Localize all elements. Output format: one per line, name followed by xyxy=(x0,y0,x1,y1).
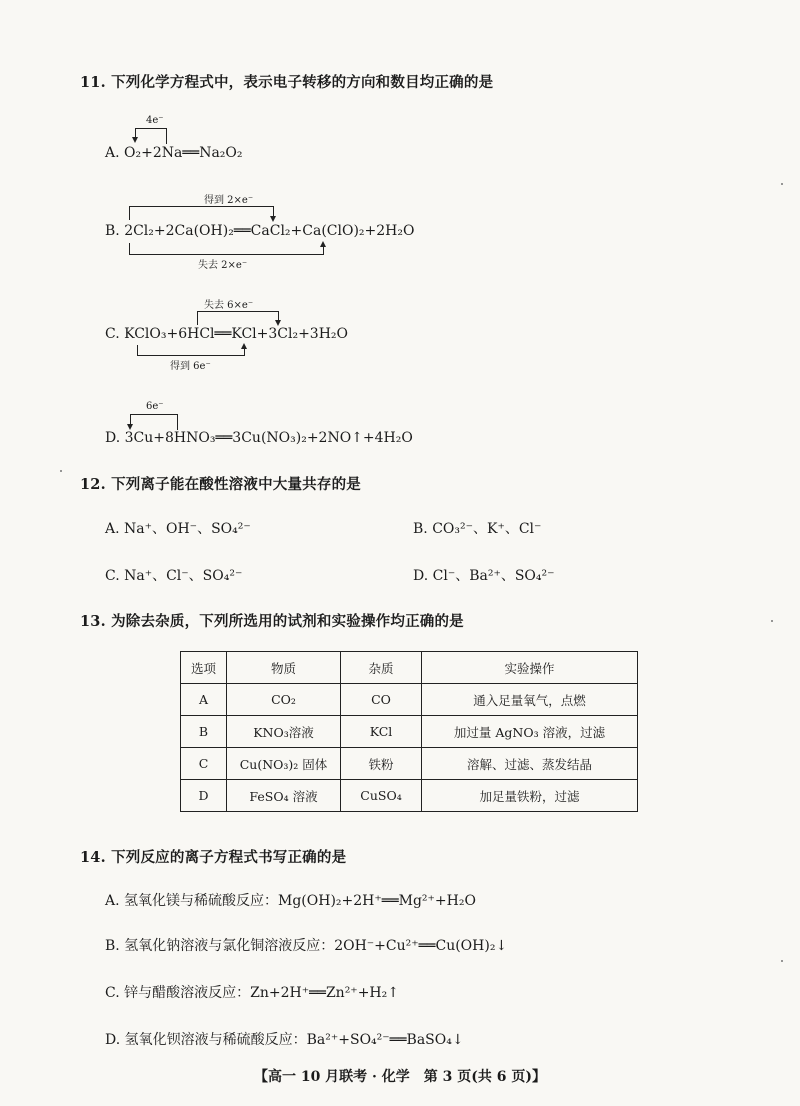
q12-option-d: D. Cl⁻、Ba²⁺、SO₄²⁻ xyxy=(413,568,555,584)
table-header-cell: 杂质 xyxy=(341,652,422,684)
table-row xyxy=(181,684,638,716)
table-header-cell: 选项 xyxy=(181,652,227,684)
table-cell: KCl xyxy=(341,716,422,748)
table-row xyxy=(181,716,638,748)
q11c-lose-label: 失去 6×e⁻ xyxy=(204,300,254,311)
q11-stem: 11. 下列化学方程式中，表示电子转移的方向和数目均正确的是 xyxy=(80,74,494,91)
q11d-equation: D. 3Cu+8HNO₃══3Cu(NO₃)₂+2NO↑+4H₂O xyxy=(105,430,413,446)
table-header-cell: 实验操作 xyxy=(422,652,638,684)
q12-option-c: C. Na⁺、Cl⁻、SO₄²⁻ xyxy=(105,568,243,584)
table-cell: 加过量 AgNO₃ 溶液，过滤 xyxy=(422,716,638,748)
table-row xyxy=(181,780,638,812)
q11d-transfer-label: 6e⁻ xyxy=(146,401,164,412)
q14-option-a: A. 氢氧化镁与稀硫酸反应：Mg(OH)₂+2H⁺══Mg²⁺+H₂O xyxy=(105,893,476,909)
q11b-gain-label: 得到 2×e⁻ xyxy=(204,195,254,206)
q14-stem: 14. 下列反应的离子方程式书写正确的是 xyxy=(80,849,347,866)
q11b-equation: B. 2Cl₂+2Ca(OH)₂══CaCl₂+Ca(ClO)₂+2H₂O xyxy=(105,223,415,239)
table-cell: 通入足量氧气，点燃 xyxy=(422,684,638,716)
table-cell: KNO₃溶液 xyxy=(227,716,341,748)
q11c-gain-label: 得到 6e⁻ xyxy=(170,361,211,372)
table-cell: 加足量铁粉，过滤 xyxy=(422,780,638,812)
table-cell: CO₂ xyxy=(227,684,341,716)
q13-table xyxy=(180,651,638,812)
table-cell: D xyxy=(181,780,227,812)
q12-option-a: A. Na⁺、OH⁻、SO₄²⁻ xyxy=(105,521,251,537)
table-cell: 溶解、过滤、蒸发结晶 xyxy=(422,748,638,780)
q14-option-b: B. 氢氧化钠溶液与氯化铜溶液反应：2OH⁻+Cu²⁺══Cu(OH)₂↓ xyxy=(105,938,508,954)
page-footer: 【高一 10 月联考 · 化学 第 3 页(共 6 页)】 xyxy=(253,1069,547,1085)
q11a-equation: A. O₂+2Na══Na₂O₂ xyxy=(105,145,243,161)
table-cell: A xyxy=(181,684,227,716)
q11c-equation: C. KClO₃+6HCl══KCl+3Cl₂+3H₂O xyxy=(105,326,349,342)
table-row xyxy=(181,748,638,780)
table-cell: 铁粉 xyxy=(341,748,422,780)
q11a-transfer-label: 4e⁻ xyxy=(146,115,164,126)
table-cell: FeSO₄ 溶液 xyxy=(227,780,341,812)
q14-option-d: D. 氢氧化钡溶液与稀硫酸反应：Ba²⁺+SO₄²⁻══BaSO₄↓ xyxy=(105,1032,464,1048)
table-cell: CO xyxy=(341,684,422,716)
table-cell: B xyxy=(181,716,227,748)
table-cell: CuSO₄ xyxy=(341,780,422,812)
q13-stem: 13. 为除去杂质，下列所选用的试剂和实验操作均正确的是 xyxy=(80,613,464,630)
table-header-cell: 物质 xyxy=(227,652,341,684)
table-cell: Cu(NO₃)₂ 固体 xyxy=(227,748,341,780)
q12-option-b: B. CO₃²⁻、K⁺、Cl⁻ xyxy=(413,521,542,537)
q14-option-c: C. 锌与醋酸溶液反应：Zn+2H⁺══Zn²⁺+H₂↑ xyxy=(105,985,399,1001)
table-header-row xyxy=(181,652,638,684)
table-cell: C xyxy=(181,748,227,780)
q11b-lose-label: 失去 2×e⁻ xyxy=(198,260,248,271)
q12-stem: 12. 下列离子能在酸性溶液中大量共存的是 xyxy=(80,476,361,493)
